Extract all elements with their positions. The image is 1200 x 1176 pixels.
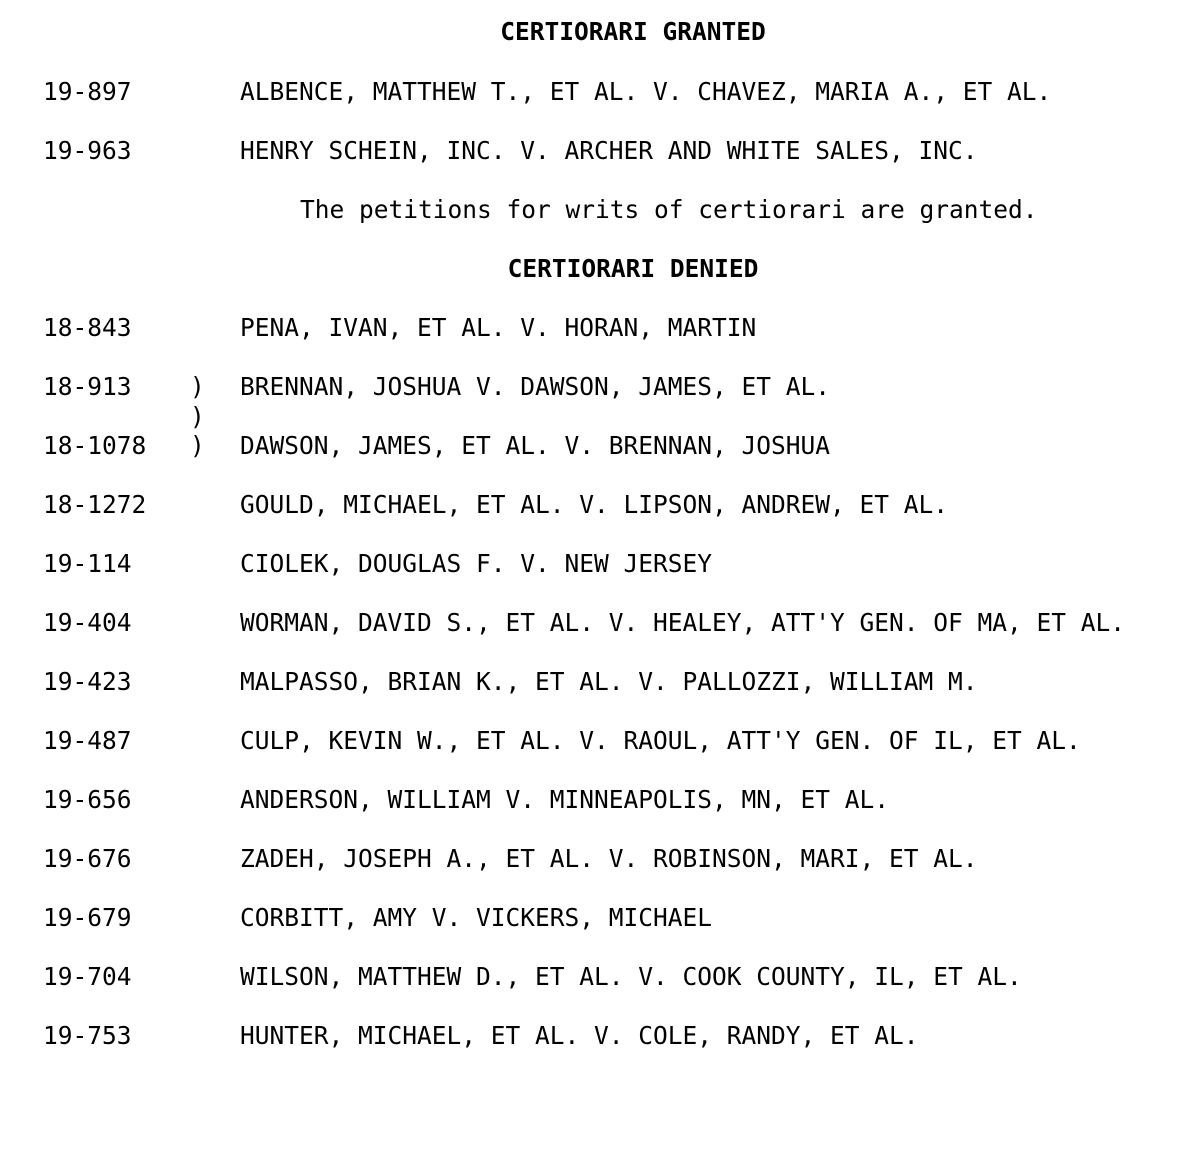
docket-number: 18-913 <box>43 372 132 401</box>
docket-number: 18-1078 <box>43 431 147 460</box>
case-row <box>0 780 1200 820</box>
section-heading-granted: CERTIORARI GRANTED <box>500 17 766 46</box>
docket-number: 19-704 <box>43 962 132 991</box>
case-title: BRENNAN, JOSHUA V. DAWSON, JAMES, ET AL. <box>240 372 831 401</box>
docket-number: 19-676 <box>43 844 132 873</box>
case-title: MALPASSO, BRIAN K., ET AL. V. PALLOZZI, WILLIAM M. <box>240 667 978 696</box>
case-title: DAWSON, JAMES, ET AL. V. BRENNAN, JOSHUA <box>240 431 831 460</box>
case-row <box>0 485 1200 525</box>
case-row <box>0 308 1200 348</box>
docket-number: 19-753 <box>43 1021 132 1050</box>
case-row <box>0 72 1200 112</box>
docket-number: 19-679 <box>43 903 132 932</box>
case-row <box>0 603 1200 643</box>
docket-number: 19-963 <box>43 136 132 165</box>
case-row <box>0 367 1200 407</box>
docket-number: 19-487 <box>43 726 132 755</box>
case-title: PENA, IVAN, ET AL. V. HORAN, MARTIN <box>240 313 757 342</box>
consolidation-bracket-top: ) <box>190 372 205 401</box>
case-row <box>0 957 1200 997</box>
docket-number: 19-114 <box>43 549 132 578</box>
docket-number: 19-897 <box>43 77 132 106</box>
case-row <box>0 1016 1200 1056</box>
case-title: CIOLEK, DOUGLAS F. V. NEW JERSEY <box>240 549 713 578</box>
case-title: CULP, KEVIN W., ET AL. V. RAOUL, ATT'Y GEN. OF IL, ET AL. <box>240 726 1081 755</box>
case-row <box>0 544 1200 584</box>
docket-number: 19-423 <box>43 667 132 696</box>
case-row <box>0 721 1200 761</box>
consolidation-bracket-middle: ) <box>190 402 205 431</box>
docket-number: 19-404 <box>43 608 132 637</box>
section-heading-denied: CERTIORARI DENIED <box>507 254 759 283</box>
case-title: ANDERSON, WILLIAM V. MINNEAPOLIS, MN, ET AL. <box>240 785 890 814</box>
case-title: CORBITT, AMY V. VICKERS, MICHAEL <box>240 903 713 932</box>
case-title: ALBENCE, MATTHEW T., ET AL. V. CHAVEZ, MARIA A., ET AL. <box>240 77 1052 106</box>
case-row <box>0 839 1200 879</box>
case-row <box>0 662 1200 702</box>
case-row <box>0 898 1200 938</box>
case-title: GOULD, MICHAEL, ET AL. V. LIPSON, ANDREW, ET AL. <box>240 490 949 519</box>
docket-number: 18-1272 <box>43 490 147 519</box>
docket-number: 19-656 <box>43 785 132 814</box>
case-row <box>0 131 1200 171</box>
consolidation-bracket-bottom: ) <box>190 431 205 460</box>
case-title: HUNTER, MICHAEL, ET AL. V. COLE, RANDY, ET AL. <box>240 1021 919 1050</box>
granted-note: The petitions for writs of certiorari are granted. <box>300 195 1038 224</box>
case-title: WORMAN, DAVID S., ET AL. V. HEALEY, ATT'Y GEN. OF MA, ET AL. <box>240 608 1126 637</box>
case-title: WILSON, MATTHEW D., ET AL. V. COOK COUNTY, IL, ET AL. <box>240 962 1022 991</box>
docket-number: 18-843 <box>43 313 132 342</box>
case-title: ZADEH, JOSEPH A., ET AL. V. ROBINSON, MARI, ET AL. <box>240 844 978 873</box>
case-row <box>0 426 1200 466</box>
case-title: HENRY SCHEIN, INC. V. ARCHER AND WHITE SALES, INC. <box>240 136 978 165</box>
